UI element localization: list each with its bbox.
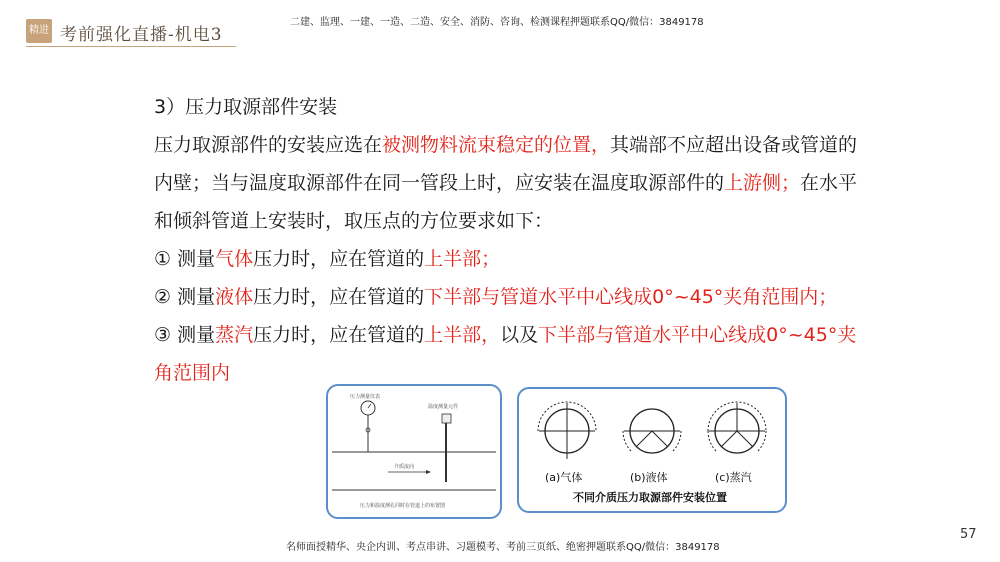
- highlight-text: 上游侧；: [724, 172, 801, 194]
- text-span: 其端部不应超出设备或管道的内壁；当与温度取源部件在同一管段上时，应安装在温度取源部件的: [154, 134, 858, 194]
- page-number: 57: [960, 527, 977, 542]
- temperature-head-icon: [442, 414, 451, 423]
- title-divider: [26, 46, 236, 47]
- list-item-steam: [120, 316, 860, 392]
- bottom-banner: 名师面授精华、央企内训、考点串讲、习题模考、考前三页纸、绝密押题联系QQ/微信：3849178: [286, 542, 720, 553]
- highlight-text: 液体: [215, 286, 254, 308]
- list-item-liquid: [120, 278, 860, 316]
- paragraph: [120, 126, 860, 240]
- steam-cross-section: [708, 402, 766, 453]
- highlight-text: 上半部，: [424, 324, 501, 346]
- slide-body: [120, 88, 860, 392]
- text-span: ② 测量: [154, 286, 216, 308]
- pipe-diagram-figure: [326, 384, 502, 519]
- text-span: 压力时，应在管道的: [253, 248, 425, 270]
- flow-label: 介质流向: [394, 464, 415, 470]
- section-heading: 3）压力取源部件安装: [154, 96, 338, 118]
- gas-cross-section: [538, 402, 596, 459]
- liquid-cross-section: [623, 409, 681, 453]
- text-span: 压力取源部件的安装应选在: [154, 134, 383, 156]
- right-figure-caption: 不同介质压力取源部件安装位置: [573, 491, 727, 504]
- highlight-text: 上半部；: [424, 248, 501, 270]
- gauge-label: 压力测量仪表: [350, 394, 381, 400]
- text-span: ③ 测量: [154, 324, 216, 346]
- top-banner: 二建、监理、一建、一造、二造、安全、消防、咨询、检测课程押题联系QQ/微信：3849178: [290, 17, 704, 28]
- tap-position-diagram: [519, 389, 785, 511]
- text-span: 压力时，应在管道的: [253, 324, 425, 346]
- highlight-text: 下半部与管道水平中心线成0°~45°夹角范围内；: [424, 286, 838, 308]
- label-gas: (a)气体: [545, 471, 583, 484]
- text-span: 以及: [500, 324, 539, 346]
- highlight-text: 气体: [215, 248, 254, 270]
- highlight-text: 被测物料流束稳定的位置，: [382, 134, 611, 156]
- text-span: ① 测量: [154, 248, 216, 270]
- logo: 精进: [26, 19, 52, 43]
- deck-title: 考前强化直播-机电3: [60, 25, 223, 45]
- pipe-diagram: [328, 386, 500, 517]
- list-item-gas: [120, 240, 860, 278]
- highlight-text: 蒸汽: [215, 324, 254, 346]
- label-steam: (c)蒸汽: [715, 471, 752, 484]
- left-figure-caption: 压力和温度测孔同时在管道上的布置图: [360, 503, 446, 509]
- highlight-text: 下半部与管道水平中心线成0°~45°夹角范围内: [154, 324, 857, 384]
- text-span: 在水平和倾斜管道上安装时，取压点的方位要求如下：: [154, 172, 858, 232]
- label-liquid: (b)液体: [630, 471, 668, 484]
- tap-position-figure: [517, 387, 787, 513]
- temp-label: 温度测量元件: [428, 404, 459, 410]
- flow-arrow-icon: [426, 470, 431, 474]
- text-span: 压力时，应在管道的: [253, 286, 425, 308]
